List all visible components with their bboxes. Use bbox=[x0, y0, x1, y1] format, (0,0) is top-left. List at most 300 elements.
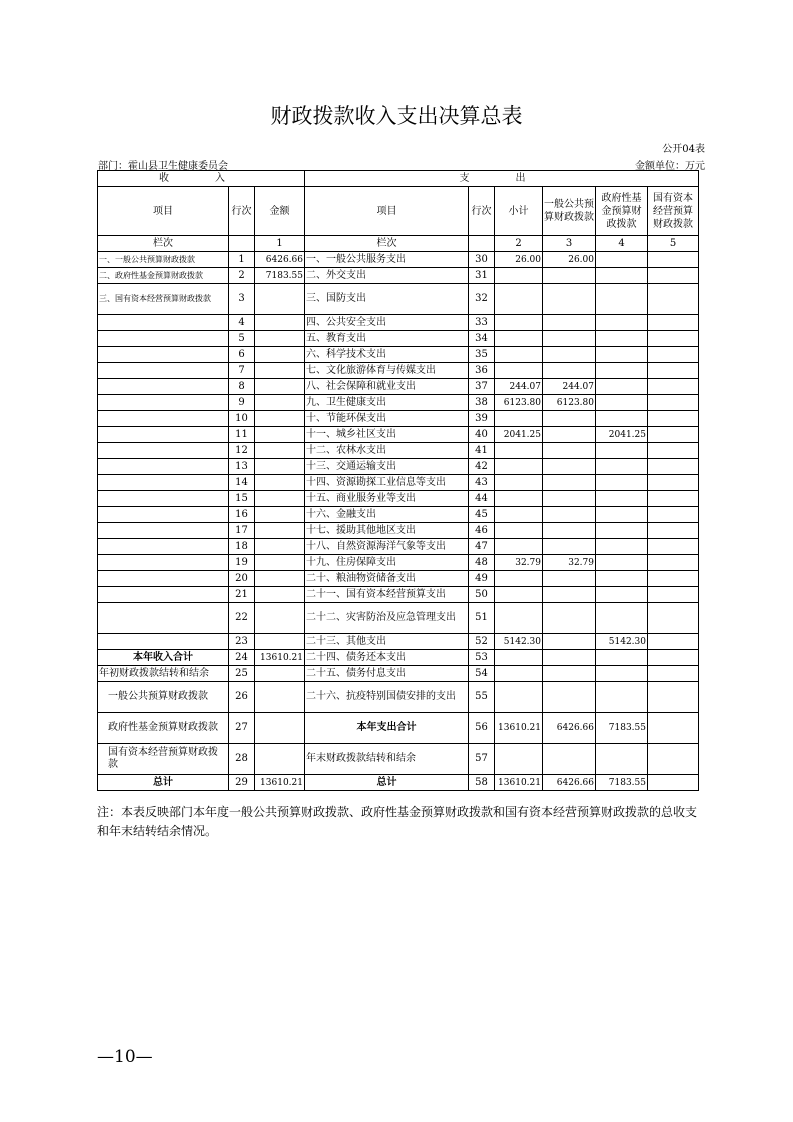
gov-fund-amount bbox=[596, 539, 648, 555]
expense-subtotal bbox=[495, 284, 543, 315]
expense-line-number: 54 bbox=[469, 666, 495, 682]
expense-line-number: 41 bbox=[469, 443, 495, 459]
income-amount bbox=[255, 315, 305, 331]
general-budget-amount bbox=[543, 411, 596, 427]
expense-subtotal bbox=[495, 268, 543, 284]
state-capital-amount bbox=[648, 507, 699, 523]
empty-cell bbox=[229, 236, 255, 252]
income-line-number: 1 bbox=[229, 252, 255, 268]
table-row bbox=[98, 331, 699, 347]
income-line-number: 16 bbox=[229, 507, 255, 523]
income-item-cell bbox=[98, 315, 229, 331]
expense-line-number: 34 bbox=[469, 331, 495, 347]
general-budget-amount bbox=[543, 427, 596, 443]
state-capital-amount bbox=[648, 475, 699, 491]
finance-summary-table bbox=[97, 170, 699, 791]
table-row bbox=[98, 571, 699, 587]
gov-fund-amount: 7183.55 bbox=[596, 775, 648, 791]
table-row bbox=[98, 443, 699, 459]
department-label: 部门：霍山县卫生健康委员会 bbox=[98, 161, 228, 172]
gov-fund-amount bbox=[596, 315, 648, 331]
income-amount bbox=[255, 587, 305, 603]
table-row bbox=[98, 587, 699, 603]
column-number-5: 5 bbox=[648, 236, 699, 252]
expense-item-cell: 二十三、其他支出 bbox=[305, 634, 469, 650]
income-item-cell: 总计 bbox=[98, 775, 229, 791]
expense-subtotal bbox=[495, 666, 543, 682]
table-row bbox=[98, 491, 699, 507]
general-budget-amount bbox=[543, 744, 596, 775]
general-budget-amount bbox=[543, 268, 596, 284]
income-line-number: 13 bbox=[229, 459, 255, 475]
expense-item-cell: 二十六、抗疫特别国债安排的支出 bbox=[305, 682, 469, 713]
state-capital-amount bbox=[648, 744, 699, 775]
table-row bbox=[98, 666, 699, 682]
state-capital-amount bbox=[648, 315, 699, 331]
expense-subtotal: 244.07 bbox=[495, 379, 543, 395]
state-capital-amount bbox=[648, 603, 699, 634]
subtotal-header: 小计 bbox=[495, 187, 543, 236]
income-amount bbox=[255, 744, 305, 775]
expense-subtotal bbox=[495, 539, 543, 555]
income-line-number: 9 bbox=[229, 395, 255, 411]
table-row bbox=[98, 634, 699, 650]
income-item-cell bbox=[98, 443, 229, 459]
income-item-cell: 一、一般公共预算财政拨款 bbox=[98, 252, 229, 268]
income-item-cell bbox=[98, 603, 229, 634]
expense-subtotal: 2041.25 bbox=[495, 427, 543, 443]
expense-line-number: 51 bbox=[469, 603, 495, 634]
table-row bbox=[98, 363, 699, 379]
general-budget-amount bbox=[543, 347, 596, 363]
gov-fund-amount bbox=[596, 252, 648, 268]
state-capital-amount bbox=[648, 268, 699, 284]
expense-line-number: 57 bbox=[469, 744, 495, 775]
table-row bbox=[98, 475, 699, 491]
expense-item-cell: 九、卫生健康支出 bbox=[305, 395, 469, 411]
empty-cell bbox=[469, 236, 495, 252]
state-capital-amount bbox=[648, 363, 699, 379]
state-capital-amount bbox=[648, 411, 699, 427]
state-capital-amount bbox=[648, 427, 699, 443]
state-capital-amount bbox=[648, 713, 699, 744]
expense-line-number: 36 bbox=[469, 363, 495, 379]
income-item-cell bbox=[98, 331, 229, 347]
general-budget-amount: 6426.66 bbox=[543, 775, 596, 791]
table-row bbox=[98, 459, 699, 475]
table-row bbox=[98, 775, 699, 791]
income-amount bbox=[255, 491, 305, 507]
gov-fund-amount bbox=[596, 331, 648, 347]
table-row bbox=[98, 555, 699, 571]
expense-item-cell: 十四、资源勘探工业信息等支出 bbox=[305, 475, 469, 491]
table-row bbox=[98, 411, 699, 427]
expense-item-cell: 二十四、债务还本支出 bbox=[305, 650, 469, 666]
table-row bbox=[98, 427, 699, 443]
expense-subtotal bbox=[495, 744, 543, 775]
general-budget-amount bbox=[543, 650, 596, 666]
expense-subtotal bbox=[495, 587, 543, 603]
expense-subtotal bbox=[495, 475, 543, 491]
expense-subtotal: 13610.21 bbox=[495, 713, 543, 744]
gov-fund-amount bbox=[596, 411, 648, 427]
gov-fund-amount bbox=[596, 491, 648, 507]
expense-item-cell: 十八、自然资源海洋气象等支出 bbox=[305, 539, 469, 555]
general-budget-amount bbox=[543, 475, 596, 491]
gov-fund-amount bbox=[596, 268, 648, 284]
state-capital-amount bbox=[648, 379, 699, 395]
income-amount bbox=[255, 682, 305, 713]
income-item-cell bbox=[98, 363, 229, 379]
state-capital-amount bbox=[648, 634, 699, 650]
income-item-cell: 年初财政拨款结转和结余 bbox=[98, 666, 229, 682]
expense-item-cell: 三、国防支出 bbox=[305, 284, 469, 315]
income-line-number: 24 bbox=[229, 650, 255, 666]
income-line-number: 22 bbox=[229, 603, 255, 634]
income-line-number: 2 bbox=[229, 268, 255, 284]
table-row bbox=[98, 603, 699, 634]
expense-subtotal bbox=[495, 363, 543, 379]
general-budget-amount bbox=[543, 491, 596, 507]
table-row bbox=[98, 507, 699, 523]
income-item-cell bbox=[98, 379, 229, 395]
page-title: 财政拨款收入支出决算总表 bbox=[270, 104, 523, 128]
state-capital-amount bbox=[648, 775, 699, 791]
general-budget-amount bbox=[543, 507, 596, 523]
income-line-number: 5 bbox=[229, 331, 255, 347]
expense-subtotal bbox=[495, 347, 543, 363]
income-item-cell bbox=[98, 395, 229, 411]
gov-fund-amount bbox=[596, 744, 648, 775]
expense-line-number: 30 bbox=[469, 252, 495, 268]
general-budget-amount bbox=[543, 284, 596, 315]
income-line-number: 21 bbox=[229, 587, 255, 603]
income-amount bbox=[255, 666, 305, 682]
expense-line-number: 50 bbox=[469, 587, 495, 603]
gov-fund-amount bbox=[596, 666, 648, 682]
gov-fund-amount bbox=[596, 682, 648, 713]
income-item-cell bbox=[98, 571, 229, 587]
expense-subtotal bbox=[495, 603, 543, 634]
income-amount bbox=[255, 363, 305, 379]
expense-line-number: 49 bbox=[469, 571, 495, 587]
state-capital-amount bbox=[648, 347, 699, 363]
gov-fund-amount bbox=[596, 475, 648, 491]
gov-fund-amount bbox=[596, 523, 648, 539]
income-amount bbox=[255, 411, 305, 427]
state-capital-amount bbox=[648, 443, 699, 459]
column-number-3: 3 bbox=[543, 236, 596, 252]
gov-fund-amount bbox=[596, 507, 648, 523]
income-line-number: 12 bbox=[229, 443, 255, 459]
expense-section-header: 支 出 bbox=[305, 171, 699, 187]
expense-line-number: 58 bbox=[469, 775, 495, 791]
gov-fund-amount bbox=[596, 459, 648, 475]
expense-subtotal: 32.79 bbox=[495, 555, 543, 571]
general-budget-amount bbox=[543, 363, 596, 379]
income-amount bbox=[255, 507, 305, 523]
gov-fund-amount: 5142.30 bbox=[596, 634, 648, 650]
expense-line-number: 48 bbox=[469, 555, 495, 571]
general-budget-amount bbox=[543, 634, 596, 650]
income-line-number: 17 bbox=[229, 523, 255, 539]
general-budget-amount bbox=[543, 331, 596, 347]
table-row bbox=[98, 713, 699, 744]
expense-subtotal: 13610.21 bbox=[495, 775, 543, 791]
expense-line-number: 55 bbox=[469, 682, 495, 713]
expense-subtotal bbox=[495, 650, 543, 666]
gov-fund-amount bbox=[596, 587, 648, 603]
expense-item-cell: 本年支出合计 bbox=[305, 713, 469, 744]
state-capital-amount bbox=[648, 395, 699, 411]
expense-subtotal bbox=[495, 491, 543, 507]
table-row bbox=[98, 268, 699, 284]
expense-subtotal bbox=[495, 507, 543, 523]
expense-line-number: 37 bbox=[469, 379, 495, 395]
income-amount: 7183.55 bbox=[255, 268, 305, 284]
income-item-header: 项目 bbox=[98, 187, 229, 236]
expense-line-number: 40 bbox=[469, 427, 495, 443]
table-row bbox=[98, 523, 699, 539]
income-amount bbox=[255, 379, 305, 395]
income-amount bbox=[255, 634, 305, 650]
general-budget-amount bbox=[543, 571, 596, 587]
general-budget-amount bbox=[543, 523, 596, 539]
unit-label: 金额单位：万元 bbox=[635, 161, 705, 172]
income-item-cell: 政府性基金预算财政拨款 bbox=[98, 713, 229, 744]
column-label-cell: 栏次 bbox=[305, 236, 469, 252]
expense-item-cell: 二十二、灾害防治及应急管理支出 bbox=[305, 603, 469, 634]
table-row bbox=[98, 252, 699, 268]
expense-line-number: 32 bbox=[469, 284, 495, 315]
income-amount bbox=[255, 523, 305, 539]
gov-fund-amount bbox=[596, 603, 648, 634]
income-item-cell bbox=[98, 347, 229, 363]
state-capital-header: 国有资本经营预算财政拨款 bbox=[648, 187, 699, 236]
gov-fund-amount bbox=[596, 284, 648, 315]
income-item-cell bbox=[98, 555, 229, 571]
expense-item-cell: 二、外交支出 bbox=[305, 268, 469, 284]
expense-line-number: 38 bbox=[469, 395, 495, 411]
expense-line-number: 33 bbox=[469, 315, 495, 331]
income-line-number: 27 bbox=[229, 713, 255, 744]
expense-subtotal bbox=[495, 682, 543, 713]
expense-item-cell: 二十一、国有资本经营预算支出 bbox=[305, 587, 469, 603]
expense-item-cell: 二十五、债务付息支出 bbox=[305, 666, 469, 682]
expense-subtotal: 6123.80 bbox=[495, 395, 543, 411]
state-capital-amount bbox=[648, 555, 699, 571]
table-row bbox=[98, 315, 699, 331]
expense-line-number: 56 bbox=[469, 713, 495, 744]
state-capital-amount bbox=[648, 571, 699, 587]
expense-line-number: 45 bbox=[469, 507, 495, 523]
income-line-number: 23 bbox=[229, 634, 255, 650]
table-row bbox=[98, 379, 699, 395]
income-line-number: 18 bbox=[229, 539, 255, 555]
income-amount bbox=[255, 475, 305, 491]
income-amount bbox=[255, 459, 305, 475]
expense-subtotal bbox=[495, 411, 543, 427]
table-row bbox=[98, 744, 699, 775]
expense-line-number: 39 bbox=[469, 411, 495, 427]
income-line-number: 6 bbox=[229, 347, 255, 363]
expense-subtotal bbox=[495, 459, 543, 475]
form-code: 公开04表 bbox=[662, 144, 705, 155]
income-amount bbox=[255, 347, 305, 363]
table-row bbox=[98, 539, 699, 555]
income-item-cell bbox=[98, 634, 229, 650]
column-label-cell: 栏次 bbox=[98, 236, 229, 252]
income-line-number: 7 bbox=[229, 363, 255, 379]
gov-fund-amount: 2041.25 bbox=[596, 427, 648, 443]
expense-item-cell: 十一、城乡社区支出 bbox=[305, 427, 469, 443]
expense-item-cell: 十三、交通运输支出 bbox=[305, 459, 469, 475]
gov-fund-amount bbox=[596, 443, 648, 459]
column-number-1: 1 bbox=[255, 236, 305, 252]
income-amount bbox=[255, 539, 305, 555]
income-amount bbox=[255, 284, 305, 315]
expense-item-cell: 七、文化旅游体育与传媒支出 bbox=[305, 363, 469, 379]
income-amount: 13610.21 bbox=[255, 775, 305, 791]
income-line-number: 10 bbox=[229, 411, 255, 427]
expense-item-cell: 五、教育支出 bbox=[305, 331, 469, 347]
income-item-cell bbox=[98, 427, 229, 443]
gov-fund-amount bbox=[596, 379, 648, 395]
gov-fund-amount bbox=[596, 555, 648, 571]
expense-item-cell: 八、社会保障和就业支出 bbox=[305, 379, 469, 395]
amount-header: 金额 bbox=[255, 187, 305, 236]
state-capital-amount bbox=[648, 666, 699, 682]
gov-fund-amount bbox=[596, 363, 648, 379]
general-budget-amount bbox=[543, 443, 596, 459]
general-budget-amount bbox=[543, 459, 596, 475]
income-amount bbox=[255, 427, 305, 443]
expense-line-number: 43 bbox=[469, 475, 495, 491]
state-capital-amount bbox=[648, 331, 699, 347]
income-line-number: 3 bbox=[229, 284, 255, 315]
income-amount bbox=[255, 555, 305, 571]
income-item-cell bbox=[98, 459, 229, 475]
general-budget-amount bbox=[543, 682, 596, 713]
expense-subtotal: 26.00 bbox=[495, 252, 543, 268]
expense-line-number: 42 bbox=[469, 459, 495, 475]
expense-line-number: 52 bbox=[469, 634, 495, 650]
table-row bbox=[98, 395, 699, 411]
income-line-number: 28 bbox=[229, 744, 255, 775]
expense-line-number: 47 bbox=[469, 539, 495, 555]
state-capital-amount bbox=[648, 459, 699, 475]
expense-item-cell: 四、公共安全支出 bbox=[305, 315, 469, 331]
table-note: 注：本表反映部门本年度一般公共预算财政拨款、政府性基金预算财政拨款和国有资本经营预算财政拨款的总收支和年末结转结余情况。 bbox=[97, 805, 698, 838]
gov-fund-amount bbox=[596, 650, 648, 666]
expense-item-cell: 十、节能环保支出 bbox=[305, 411, 469, 427]
expense-item-cell: 十五、商业服务业等支出 bbox=[305, 491, 469, 507]
column-number-2: 2 bbox=[495, 236, 543, 252]
income-item-cell: 国有资本经营预算财政拨款 bbox=[98, 744, 229, 775]
gov-fund-amount bbox=[596, 571, 648, 587]
income-section-header: 收 入 bbox=[98, 171, 305, 187]
state-capital-amount bbox=[648, 682, 699, 713]
income-amount: 13610.21 bbox=[255, 650, 305, 666]
general-budget-header: 一般公共预算财政拨款 bbox=[543, 187, 596, 236]
general-budget-amount bbox=[543, 603, 596, 634]
expense-item-cell: 一、一般公共服务支出 bbox=[305, 252, 469, 268]
table-row bbox=[98, 347, 699, 363]
income-amount bbox=[255, 603, 305, 634]
income-line-number: 8 bbox=[229, 379, 255, 395]
general-budget-amount: 32.79 bbox=[543, 555, 596, 571]
income-line-number: 11 bbox=[229, 427, 255, 443]
general-budget-amount: 6426.66 bbox=[543, 713, 596, 744]
income-line-number: 26 bbox=[229, 682, 255, 713]
table-row bbox=[98, 650, 699, 666]
income-item-cell: 一般公共预算财政拨款 bbox=[98, 682, 229, 713]
gov-fund-header: 政府性基金预算财政拨款 bbox=[596, 187, 648, 236]
expense-subtotal bbox=[495, 315, 543, 331]
expense-line-number: 53 bbox=[469, 650, 495, 666]
gov-fund-amount bbox=[596, 347, 648, 363]
state-capital-amount bbox=[648, 252, 699, 268]
income-line-header: 行次 bbox=[229, 187, 255, 236]
income-item-cell bbox=[98, 539, 229, 555]
income-amount bbox=[255, 571, 305, 587]
expense-subtotal: 5142.30 bbox=[495, 634, 543, 650]
expense-line-number: 44 bbox=[469, 491, 495, 507]
state-capital-amount bbox=[648, 523, 699, 539]
income-amount: 6426.66 bbox=[255, 252, 305, 268]
income-item-cell bbox=[98, 491, 229, 507]
general-budget-amount bbox=[543, 666, 596, 682]
general-budget-amount: 244.07 bbox=[543, 379, 596, 395]
income-line-number: 15 bbox=[229, 491, 255, 507]
income-item-cell bbox=[98, 475, 229, 491]
general-budget-amount bbox=[543, 587, 596, 603]
expense-subtotal bbox=[495, 571, 543, 587]
expense-item-cell: 十六、金融支出 bbox=[305, 507, 469, 523]
expense-item-cell: 总计 bbox=[305, 775, 469, 791]
expense-line-number: 46 bbox=[469, 523, 495, 539]
income-item-cell: 二、政府性基金预算财政拨款 bbox=[98, 268, 229, 284]
income-line-number: 4 bbox=[229, 315, 255, 331]
income-amount bbox=[255, 443, 305, 459]
income-amount bbox=[255, 713, 305, 744]
expense-item-cell: 年末财政拨款结转和结余 bbox=[305, 744, 469, 775]
income-amount bbox=[255, 331, 305, 347]
income-line-number: 25 bbox=[229, 666, 255, 682]
state-capital-amount bbox=[648, 587, 699, 603]
table-row bbox=[98, 284, 699, 315]
expense-subtotal bbox=[495, 331, 543, 347]
income-line-number: 29 bbox=[229, 775, 255, 791]
table-row bbox=[98, 682, 699, 713]
page-number: —10— bbox=[97, 1047, 153, 1067]
expense-item-cell: 二十、粮油物资储备支出 bbox=[305, 571, 469, 587]
general-budget-amount bbox=[543, 315, 596, 331]
expense-item-cell: 十九、住房保障支出 bbox=[305, 555, 469, 571]
income-line-number: 14 bbox=[229, 475, 255, 491]
expense-item-cell: 十二、农林水支出 bbox=[305, 443, 469, 459]
income-item-cell: 三、国有资本经营预算财政拨款 bbox=[98, 284, 229, 315]
gov-fund-amount bbox=[596, 395, 648, 411]
gov-fund-amount: 7183.55 bbox=[596, 713, 648, 744]
expense-line-number: 31 bbox=[469, 268, 495, 284]
expense-item-cell: 十七、援助其他地区支出 bbox=[305, 523, 469, 539]
expense-item-header: 项目 bbox=[305, 187, 469, 236]
income-item-cell bbox=[98, 523, 229, 539]
state-capital-amount bbox=[648, 491, 699, 507]
income-item-cell bbox=[98, 411, 229, 427]
expense-subtotal bbox=[495, 523, 543, 539]
